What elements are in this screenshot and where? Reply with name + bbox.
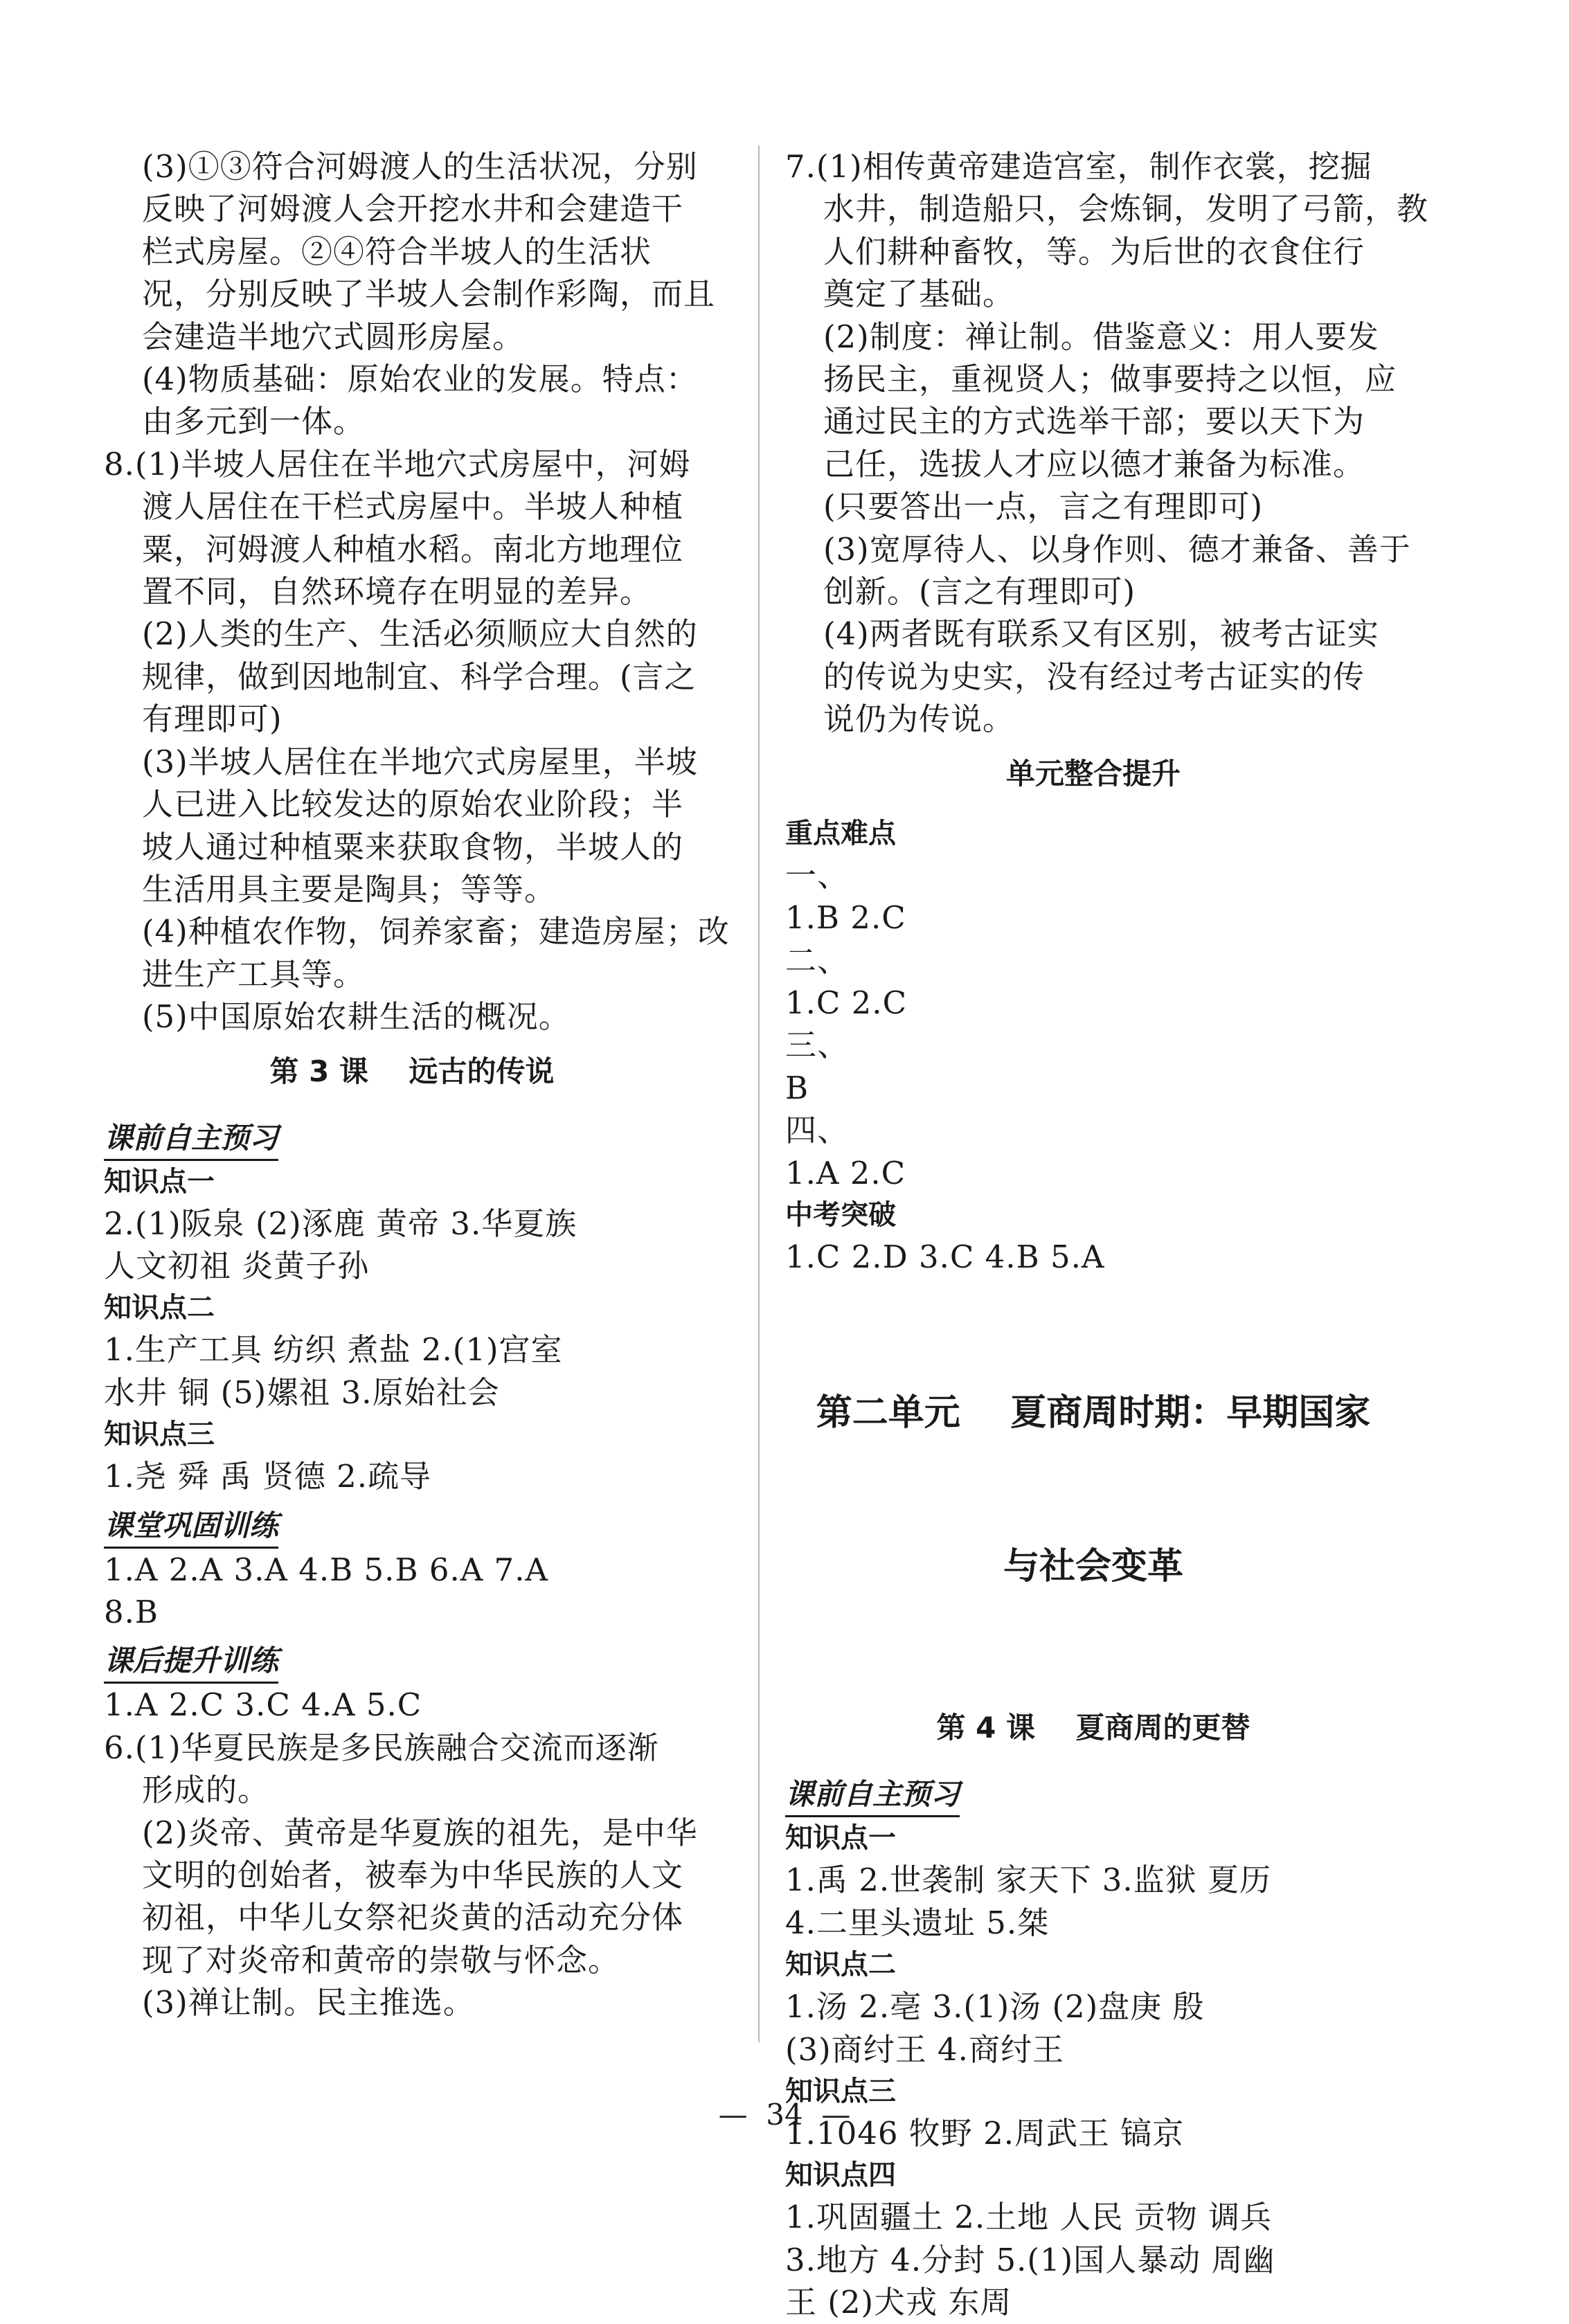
text-line: (3)①③符合河姆渡人的生活状况，分别: [142, 148, 698, 185]
text-line: 人文初祖 炎黄子孙: [104, 1247, 370, 1284]
text-line: 说仍为传说。: [823, 701, 1015, 738]
unit-2-title-line-1: 第二单元 夏商周时期：早期国家: [816, 1392, 1371, 1434]
text-line: 渡人居住在干栏式房屋中。半坡人种植: [142, 488, 684, 525]
knowledge-point-2-title: 知识点二: [104, 1292, 215, 1324]
text-line: 生活用具主要是陶具；等等。: [142, 870, 557, 908]
text-line: 人们耕种畜牧，等。为后世的衣食住行: [823, 233, 1365, 270]
text-line: 扬民主，重视贤人；做事要持之以恒，应: [823, 361, 1397, 398]
text-line: (2)炎帝、黄帝是华夏族的祖先，是中华: [142, 1814, 698, 1851]
text-line: (3)宽厚待人、以身作则、德才兼备、善于: [823, 530, 1411, 568]
text-line: (只要答出一点，言之有理即可): [823, 488, 1264, 525]
text-line: 3.地方 4.分封 5.(1)国人暴动 周幽: [785, 2241, 1275, 2278]
text-line: (4)种植农作物，饲养家畜；建造房屋；改: [142, 913, 730, 951]
text-line: (5)中国原始农耕生活的概况。: [142, 998, 571, 1036]
knowledge-point-1-title: 知识点一: [785, 1822, 896, 1855]
text-line: 一、: [785, 856, 850, 894]
text-line: 形成的。: [142, 1772, 270, 1809]
lesson-3-title: 第 3 课 远古的传说: [269, 1054, 555, 1088]
text-line: 文明的创始者，被奉为中华民族的人文: [142, 1857, 684, 1893]
text-line: 进生产工具等。: [142, 955, 366, 993]
text-line: B: [785, 1069, 809, 1106]
text-line: 1.1046 牧野 2.周武王 镐京: [785, 2114, 1185, 2152]
text-line: 粟，河姆渡人种植水稻。南北方地理位: [142, 530, 684, 568]
text-line: 会建造半地穴式圆形房屋。: [142, 318, 525, 355]
answer-block-p2: [104, 358, 720, 443]
text-line: 王 (2)犬戎 东周: [785, 2284, 1012, 2321]
text-line: 7.(1)相传黄帝建造宫室，制作衣裳，挖掘: [785, 148, 1372, 185]
text-line: 置不同，自然环境存在明显的差异。: [142, 573, 652, 611]
text-line: 8.B: [104, 1593, 159, 1630]
question-8-answer: [104, 443, 730, 1038]
text-line: 1.A 2.C 3.C 4.A 5.C: [104, 1686, 422, 1724]
text-line: 4.二里头遗址 5.桀: [785, 1904, 1050, 1941]
text-line: 有理即可): [142, 701, 283, 738]
section-heading-after: 课后提升训练: [104, 1640, 278, 1684]
answer-block-p1: [104, 145, 720, 358]
text-line: 1.A 2.C: [785, 1154, 906, 1191]
text-line: 初祖，中华儿女祭祀炎黄的活动充分体: [142, 1899, 684, 1936]
text-line: 1.生产工具 纺织 煮盐 2.(1)宫室: [104, 1331, 563, 1369]
text-line: 1.B 2.C: [785, 899, 906, 937]
text-line: 1.C 2.D 3.C 4.B 5.A: [785, 1238, 1105, 1275]
text-line: 现了对炎帝和黄帝的崇敬与怀念。: [142, 1941, 620, 1979]
text-line: 由多元到一体。: [142, 403, 366, 440]
text-line: 6.(1)华夏民族是多民族融合交流而逐渐: [104, 1729, 659, 1766]
text-line: (3)商纣王 4.商纣王: [785, 2030, 1064, 2068]
text-line: 1.禹 2.世袭制 家天下 3.监狱 夏历: [785, 1862, 1272, 1899]
question-7-answer: [785, 145, 1429, 741]
text-line: 通过民主的方式选举干部；要以天下为: [823, 403, 1365, 440]
text-line: 水井，制造船只，会炼铜，发明了弓箭，教: [823, 190, 1429, 228]
text-line: 奠定了基础。: [823, 276, 1015, 313]
text-line: (3)禅让制。民主推选。: [142, 1984, 475, 2021]
knowledge-point-2-title: 知识点二: [785, 1949, 896, 1981]
text-line: 人已进入比较发达的原始农业阶段；半: [142, 786, 684, 823]
text-line: 己任，选拔人才应以德才兼备为标准。: [823, 445, 1365, 483]
unit-summary-title: 单元整合提升: [1005, 756, 1181, 791]
knowledge-point-3-title: 知识点三: [104, 1418, 215, 1451]
exam-breakthrough-title: 中考突破: [785, 1198, 896, 1231]
column-divider: [758, 145, 760, 2042]
text-line: 二、: [785, 942, 850, 979]
text-line: 水井 铜 (5)嫘祖 3.原始社会: [104, 1373, 500, 1411]
text-line: (4)物质基础：原始农业的发展。特点：: [142, 361, 698, 398]
section-heading-class: 课堂巩固训练: [104, 1505, 278, 1549]
text-line: (4)两者既有联系又有区别，被考古证实: [823, 615, 1379, 653]
section-heading-preview: 课前自主预习: [785, 1774, 960, 1817]
unit-2-title-line-2: 与社会变革: [1003, 1546, 1183, 1588]
text-line: (2)人类的生产、生活必须顺应大自然的: [142, 615, 698, 653]
text-line: 创新。(言之有理即可): [823, 573, 1136, 611]
text-line: 三、: [785, 1027, 850, 1064]
lesson-4-title: 第 4 课 夏商周的更替: [936, 1711, 1250, 1745]
page-number: — 34 —: [718, 2098, 851, 2132]
text-line: 1.C 2.C: [785, 984, 908, 1021]
text-line: 2.(1)阪泉 (2)涿鹿 黄帝 3.华夏族: [104, 1205, 577, 1242]
left-column: [104, 145, 730, 2024]
question-6-answer: [104, 1727, 720, 2024]
text-line: 8.(1)半坡人居住在半地穴式房屋中，河姆: [104, 445, 691, 483]
knowledge-point-4-title: 知识点四: [785, 2159, 896, 2192]
text-line: 况，分别反映了半坡人会制作彩陶，而且: [142, 276, 716, 313]
text-line: 四、: [785, 1112, 850, 1149]
section-heading-preview: 课前自主预习: [104, 1117, 278, 1161]
text-line: 1.尧 舜 禹 贤德 2.疏导: [104, 1458, 432, 1495]
text-line: (2)制度：禅让制。借鉴意义：用人要发: [823, 318, 1379, 355]
text-line: 坡人通过种植粟来获取食物，半坡人的: [142, 828, 684, 865]
text-line: 栏式房屋。②④符合半坡人的生活状: [142, 233, 652, 270]
text-line: (3)半坡人居住在半地穴式房屋里，半坡: [142, 743, 698, 780]
right-column: [785, 145, 1429, 2324]
text-line: 1.A 2.A 3.A 4.B 5.B 6.A 7.A: [104, 1551, 548, 1588]
knowledge-point-3-title: 知识点三: [785, 2075, 896, 2107]
text-line: 1.汤 2.亳 3.(1)汤 (2)盘庚 殷: [785, 1988, 1205, 2026]
key-points-title: 重点难点: [785, 817, 896, 849]
unit-2-title: [785, 1285, 1401, 1695]
text-line: 规律，做到因地制宜、科学合理。(言之: [142, 658, 697, 695]
text-line: 的传说为史实，没有经过考古证实的传: [823, 658, 1365, 695]
knowledge-point-1-title: 知识点一: [104, 1165, 215, 1198]
text-line: 1.巩固疆土 2.土地 人民 贡物 调兵: [785, 2199, 1273, 2236]
text-line: 反映了河姆渡人会开挖水井和会建造干: [142, 190, 684, 228]
